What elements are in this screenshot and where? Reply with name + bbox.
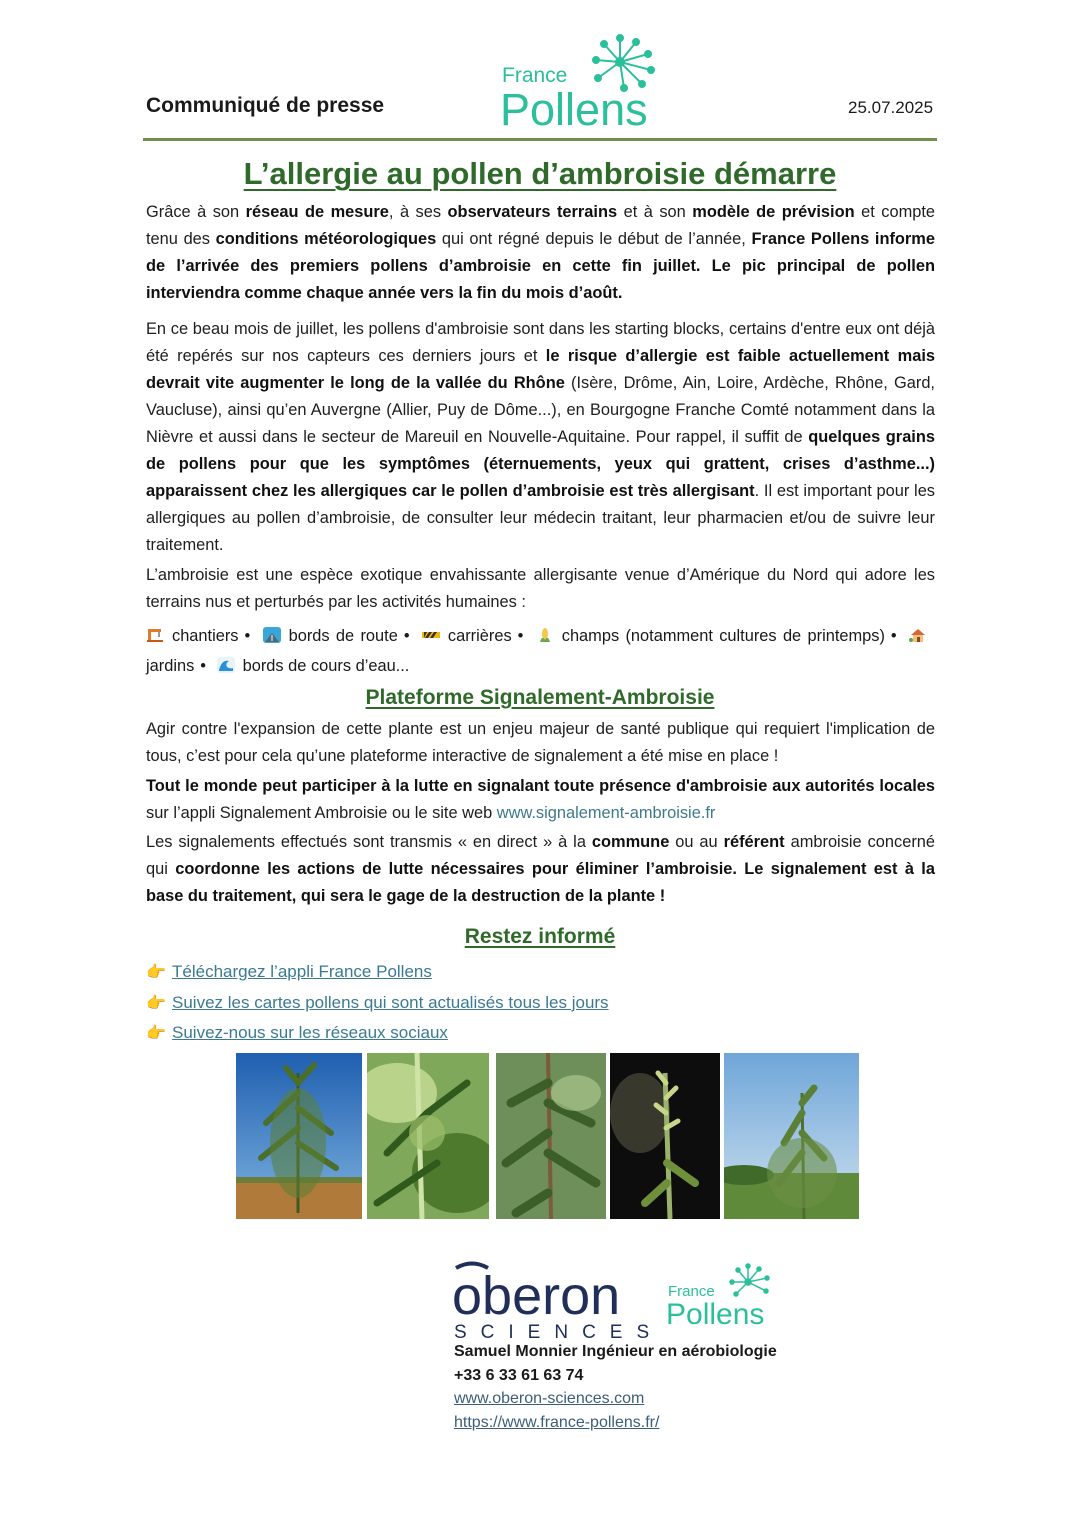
pointing-hand-icon: 👉 [146, 964, 166, 981]
info-links [146, 957, 609, 1049]
svg-text:France: France [668, 1283, 715, 1300]
svg-text:SCIENCES: SCIENCES [454, 1322, 664, 1342]
contact-phone: +33 6 33 61 63 74 [454, 1366, 584, 1384]
france-pollens-website-link[interactable]: https://www.france-pollens.fr/ [454, 1413, 660, 1431]
france-pollens-footer-logo [666, 1264, 769, 1331]
oberon-website-link[interactable]: www.oberon-sciences.com [454, 1390, 645, 1407]
logo-word-france: France [502, 64, 568, 87]
participation-paragraph: Tout le monde peut participer à la lutte en signalant toute présence d'ambroisie aux autorités locales sur l’appli Signalement Ambroisie ou le site web www.signalement-ambroisie.fr [146, 777, 935, 822]
footer-logos [452, 1258, 792, 1342]
risk-paragraph: En ce beau mois de juillet, les pollens d'ambroisie sont dans les starting blocks, certains d'entre eux ont déjà été repérés sur nos capteurs ces derniers jours et le risque d’allergie est faible actuellement mais devrait vite augmenter le long de la vallée du Rhône (Isère, Drôme, Ain, Loire, Ardèche, Rhône, Gard, Vaucluse), ainsi qu’en Auvergne (Allier, Puy de Dôme...), en Bourgogne Franche Comté notamment dans la Nièvre et aussi dans le secteur de Mareuil en Nouvelle-Aquitaine. Pour rappel, il suffit de quelques grains de pollens pour que les symptômes (éternuements, yeux qui grattent, crises d’asthme...) apparaissent chez les allergiques car le pollen d’ambroisie est très allergisant. Il est important pour les allergiques au pollen d’ambroisie, de consulter leur médecin traitant, leur pharmacien et/ou de suivre leur traitement. [146, 320, 936, 554]
logo-word-pollens: Pollens [500, 84, 648, 132]
header-divider [143, 138, 937, 141]
ragweed-photo-1 [236, 1053, 362, 1219]
release-date: 25.07.2025 [848, 98, 934, 117]
signalement-link[interactable]: www.signalement-ambroisie.fr [496, 804, 716, 822]
pointing-hand-icon: 👉 [146, 1025, 166, 1042]
list-item: champs (notamment cultures de printemps) [536, 627, 885, 645]
list-item: bords de cours d’eau... [217, 657, 410, 675]
water-wave-icon [217, 657, 235, 673]
list-item: carrières [422, 627, 512, 645]
list-item: jardins [146, 627, 935, 675]
list-item [146, 1018, 609, 1049]
ragweed-photo-2 [367, 1053, 489, 1219]
intro-paragraph: Grâce à son réseau de mesure, à ses observateurs terrains et à son modèle de prévision et compte tenu des conditions météorologiques qui ont régné depuis le début de l’année, France Pollens informe de l’arrivée des premiers pollens d’ambroisie en cette fin juillet. Le pic principal de pollen interviendra comme chaque année vers la fin du mois d’août. [146, 203, 936, 302]
svg-text:Pollens: Pollens [666, 1298, 765, 1331]
construction-icon [146, 627, 164, 643]
road-icon [263, 627, 281, 643]
ragweed-photo-3 [496, 1053, 606, 1219]
download-app-link[interactable]: Téléchargez l’appli France Pollens [172, 962, 432, 981]
page-title: L’allergie au pollen d’ambroisie démarre [243, 156, 837, 191]
reporting-paragraph: Les signalements effectués sont transmis « en direct » à la commune ou au référent ambroisie concerné qui coordonne les actions de lutte nécessaires pour éliminer l’ambroisie. Le signalement est à la base du traitement, qui sera le gage de la destruction de la plante ! [146, 833, 936, 905]
list-item: chantiers [146, 627, 239, 645]
press-release-label: Communiqué de presse [146, 94, 385, 117]
ragweed-photo-5 [724, 1053, 859, 1219]
social-networks-link[interactable]: Suivez-nous sur les réseaux sociaux [172, 1023, 448, 1042]
species-paragraph: L’ambroisie est une espèce exotique envahissante allergisante venue d’Amérique du Nord qui adore les terrains nus et perturbés par les activités humaines : [146, 566, 935, 611]
list-item [146, 957, 609, 988]
svg-text:oberon: oberon [452, 1266, 621, 1326]
platform-paragraph: Agir contre l'expansion de cette plante est un enjeu majeur de santé publique qui requiert l'implication de tous, c’est pour cela qu’une plateforme interactive de signalement a été mise en place ! [146, 720, 935, 765]
ragweed-photo-4 [610, 1053, 720, 1219]
contact-block [454, 1340, 777, 1434]
habitat-list: chantiers • bords de route • carrières • champs (notamment cultures de printemps) • jardins • bords de cours d’eau... [146, 621, 935, 681]
section-heading-platform: Plateforme Signalement-Ambroisie [365, 686, 715, 709]
list-item [146, 988, 609, 1019]
france-pollens-logo [498, 32, 668, 132]
pollen-maps-link[interactable]: Suivez les cartes pollens qui sont actualisés tous les jours [172, 992, 609, 1012]
house-garden-icon [909, 627, 927, 643]
section-heading-stay-informed: Restez informé [464, 925, 616, 948]
quarry-barrier-icon [422, 627, 440, 643]
dandelion-icon [730, 1264, 769, 1296]
contact-name: Samuel Monnier Ingénieur en aérobiologie [454, 1343, 777, 1360]
oberon-sciences-logo [452, 1264, 663, 1343]
pointing-hand-icon: 👉 [146, 994, 166, 1012]
corn-icon [536, 627, 554, 643]
dandelion-icon [593, 35, 654, 91]
list-item: bords de route [263, 627, 398, 645]
